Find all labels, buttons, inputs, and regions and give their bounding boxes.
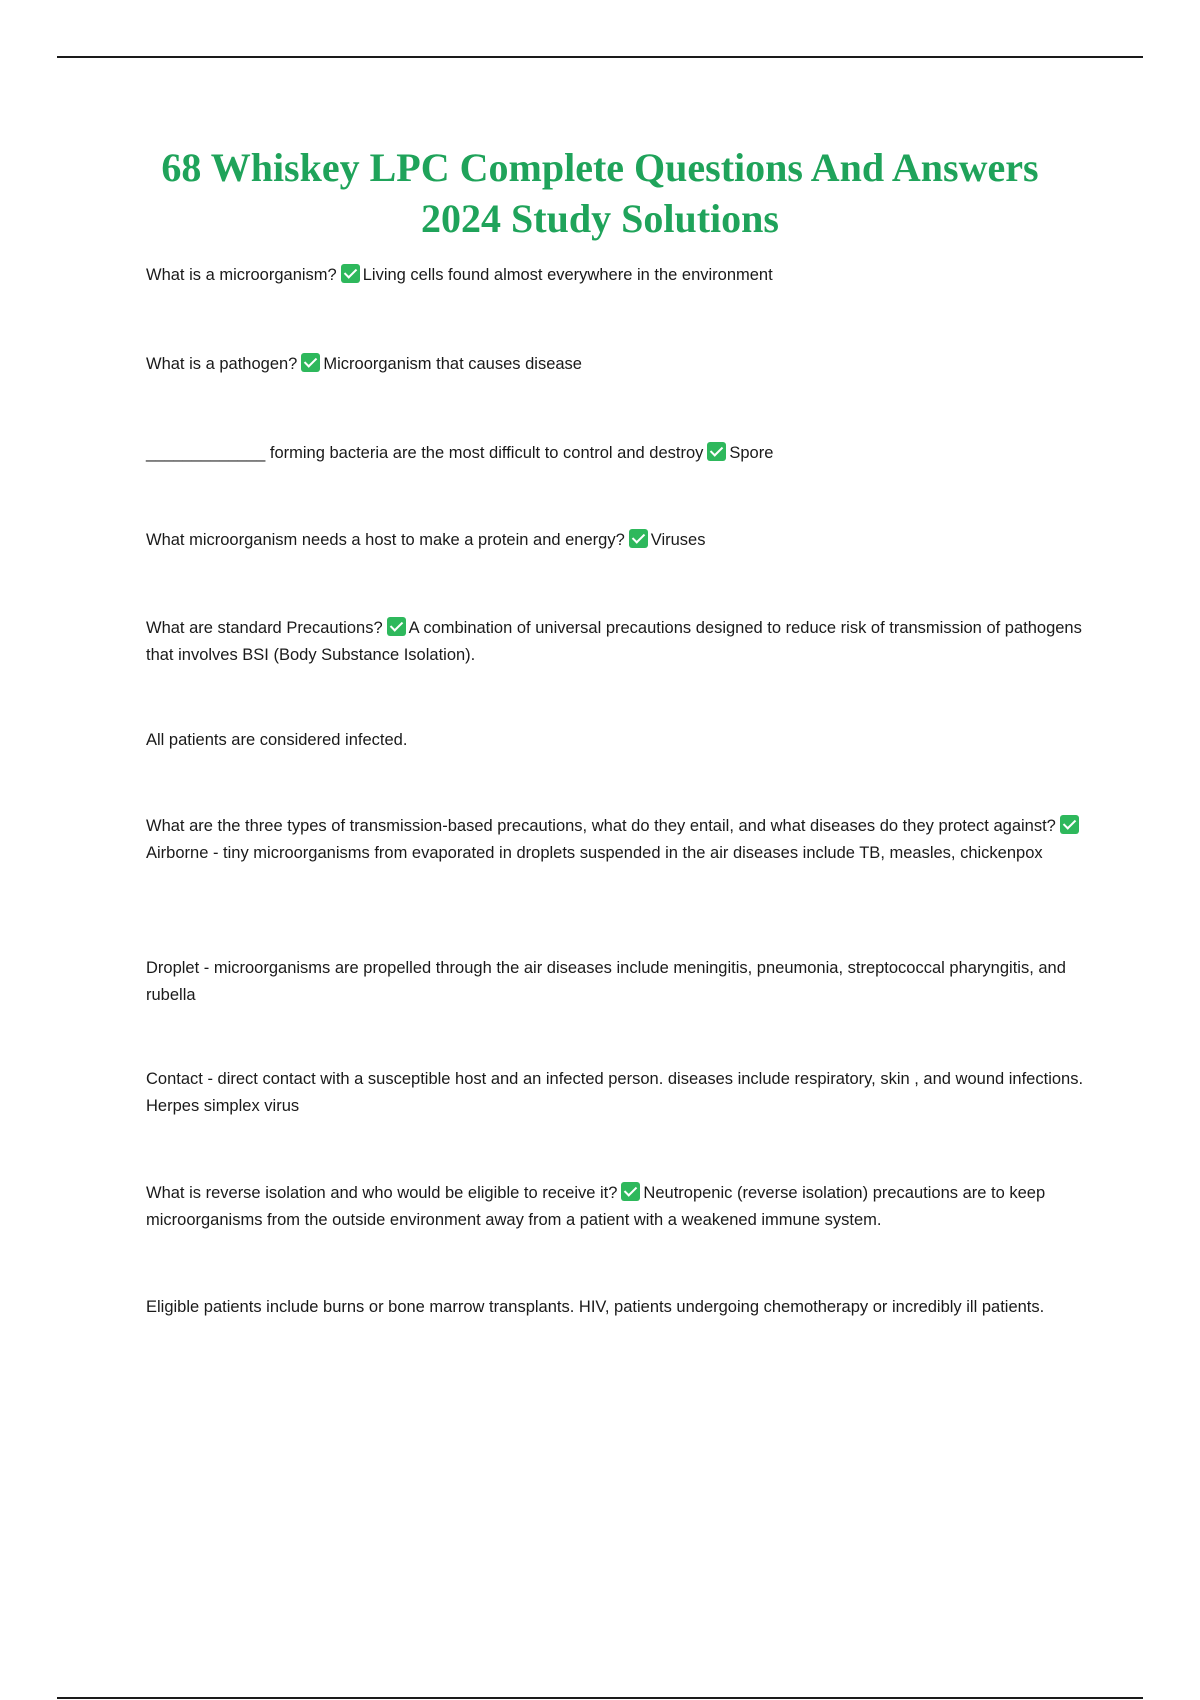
answer-text: Microorganism that causes disease [323, 355, 582, 373]
check-mark-icon [387, 617, 406, 636]
qa-item [146, 351, 1086, 378]
question-text: _____________ forming bacteria are the most difficult to control and destroy [146, 444, 704, 462]
note-paragraph: All patients are considered infected. [146, 731, 408, 749]
answer-text: Airborne - tiny microorganisms from evaporated in droplets suspended in the air diseases include TB, measles, chickenpox [146, 844, 1043, 862]
answer-text: Living cells found almost everywhere in the environment [362, 266, 773, 284]
note-paragraph: Contact - direct contact with a susceptible host and an infected person. diseases include respiratory, skin , and wound infections. Herpes simplex virus [146, 1070, 1084, 1115]
check-mark-icon [1060, 815, 1079, 834]
answer-text: Viruses [650, 531, 706, 549]
check-mark-icon [707, 442, 726, 461]
question-text: What microorganism needs a host to make a protein and energy? [146, 531, 625, 549]
qa-item [146, 813, 1086, 867]
top-rule [57, 56, 1143, 58]
qa-item [146, 615, 1086, 669]
document-title [100, 142, 1100, 244]
qa-item [146, 262, 1086, 289]
answer-text: A combination of universal precautions designed to reduce risk of transmission of pathogens that involves BSI (Body Substance Isolation). [146, 619, 1082, 664]
check-mark-icon [341, 264, 360, 283]
answer-text: Neutropenic (reverse isolation) precautions are to keep microorganisms from the outside environment away from a patient with a weakened immune system. [146, 1184, 1046, 1229]
note-paragraph: Eligible patients include burns or bone marrow transplants. HIV, patients undergoing chemotherapy or incredibly ill patients. [146, 1298, 1045, 1316]
qa-item [146, 440, 1086, 467]
question-text: What are the three types of transmission-based precautions, what do they entail, and what diseases do they protect against? [146, 817, 1056, 835]
check-mark-icon [629, 529, 648, 548]
question-text: What is reverse isolation and who would be eligible to receive it? [146, 1184, 618, 1202]
question-text: What are standard Precautions? [146, 619, 383, 637]
note-paragraph: Droplet - microorganisms are propelled through the air diseases include meningitis, pneumonia, streptococcal pharyngitis, and rubella [146, 959, 1066, 1004]
check-mark-icon [621, 1182, 640, 1201]
qa-item [146, 527, 1086, 554]
question-text: What is a pathogen? [146, 355, 298, 373]
qa-item [146, 1180, 1086, 1234]
title-line-2: 2024 Study Solutions [421, 196, 779, 241]
check-mark-icon [301, 353, 320, 372]
bottom-rule [57, 1697, 1143, 1699]
question-text: What is a microorganism? [146, 266, 337, 284]
title-line-1: 68 Whiskey LPC Complete Questions And Answers [161, 145, 1039, 190]
answer-text: Spore [729, 444, 774, 462]
